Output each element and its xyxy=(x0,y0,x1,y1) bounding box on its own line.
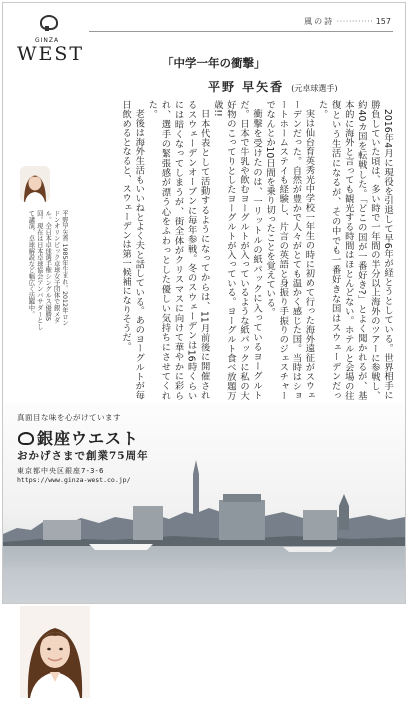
ad-url: https://www.ginza-west.co.jp/ xyxy=(17,476,131,484)
leaf-crest-icon xyxy=(37,13,57,31)
article-title: 「中学一年の衝撃」 xyxy=(162,56,266,70)
ad-anniversary: おかげさまで創業75周年 xyxy=(17,450,149,462)
ad-shop-name: 銀座ウエスト xyxy=(37,429,140,448)
author-portrait-icon xyxy=(20,166,50,202)
series-title: 風の詩 xyxy=(304,17,335,26)
running-header xyxy=(304,16,391,27)
header-leader: ············ xyxy=(336,17,374,26)
author-name: 平野 早矢香 xyxy=(208,80,285,94)
page-number: 157 xyxy=(375,17,391,26)
author-note: (元卓球選手) xyxy=(291,84,338,93)
article-paragraph: 2016年4月に現役を引退して早6年が経とうとしている。世界相手に勝負していた頃は、多い時で一年間の半分以上海外のツアーに参戦し、約40カ国を転戦した。「どこの国が一番好き?」とよく聞かれるが、基本的に海外と言っても観光する時間はほとんどない。ホテルと会場の往復という生活になるが、その中でも一番好きな国はスウェーデンだった。 xyxy=(316,100,393,400)
article-paragraph: 老後は海外生活もいいねとよく夫と話している。あのヨーグルトが毎日飲めるとなると、スウェーデンは第一候補になりそうだ。 xyxy=(120,100,145,400)
article-body xyxy=(54,100,394,400)
ad-address: 東京都中央区銀座7-3-6 xyxy=(17,467,105,475)
leaf-crest-icon xyxy=(17,431,33,445)
logo-ginza-text: GINZA xyxy=(34,37,60,44)
header-rule xyxy=(89,31,393,32)
advertisement xyxy=(3,402,405,603)
logo-west-text: WEST xyxy=(17,43,85,65)
ginza-west-logo xyxy=(17,13,85,65)
article-paragraph: 衝撃を受けたのは、一リットルの紙パックに入っているヨーグルトだ。日本で牛乳や飲むヨーグルトが入っているような紙パックに私の大好物のこってりとしたヨーグルトが入っている。ヨーグルト食べ放題万歳!! xyxy=(211,100,263,400)
ad-shop-row xyxy=(17,426,139,449)
article-paragraph: 実は仙台育英秀光中学校一年生の時に初めて行った海外遠征がスウェーデンだった。自然が豊かで人々がとても温かく感じた国。当時はショートホームステイも経験し、片言の英語と身振り手振りのジェスチャーでなんとか10日間を乗り切ったことを覚えている。 xyxy=(264,100,315,400)
byline xyxy=(208,76,338,95)
author-portrait-icon xyxy=(20,606,90,698)
author-profile: 平野早矢香 1985年生まれ。2012年ロンドンオリンピック卓球女子団体で銀メダル。全日本卓球選手権シングルス優勝5回。現在は日本卓球協会アンバサダーとして講演、卓球解説など幅広く活躍中。 xyxy=(27,210,68,330)
ad-tagline: 真面目な味を心がけています xyxy=(17,413,121,422)
article-paragraph: 日本代表として活動するようになってからは、11月前後に開催されるスウェーデンオープンに毎年参戦。冬のスウェーデンは16時くらいには暗くなってしまうが、街全体がクリスマスに向けて華やかに彩られ、選手の緊張感が漂う心をふわっとした優しい気持ちにさせてくれた。 xyxy=(146,100,210,400)
